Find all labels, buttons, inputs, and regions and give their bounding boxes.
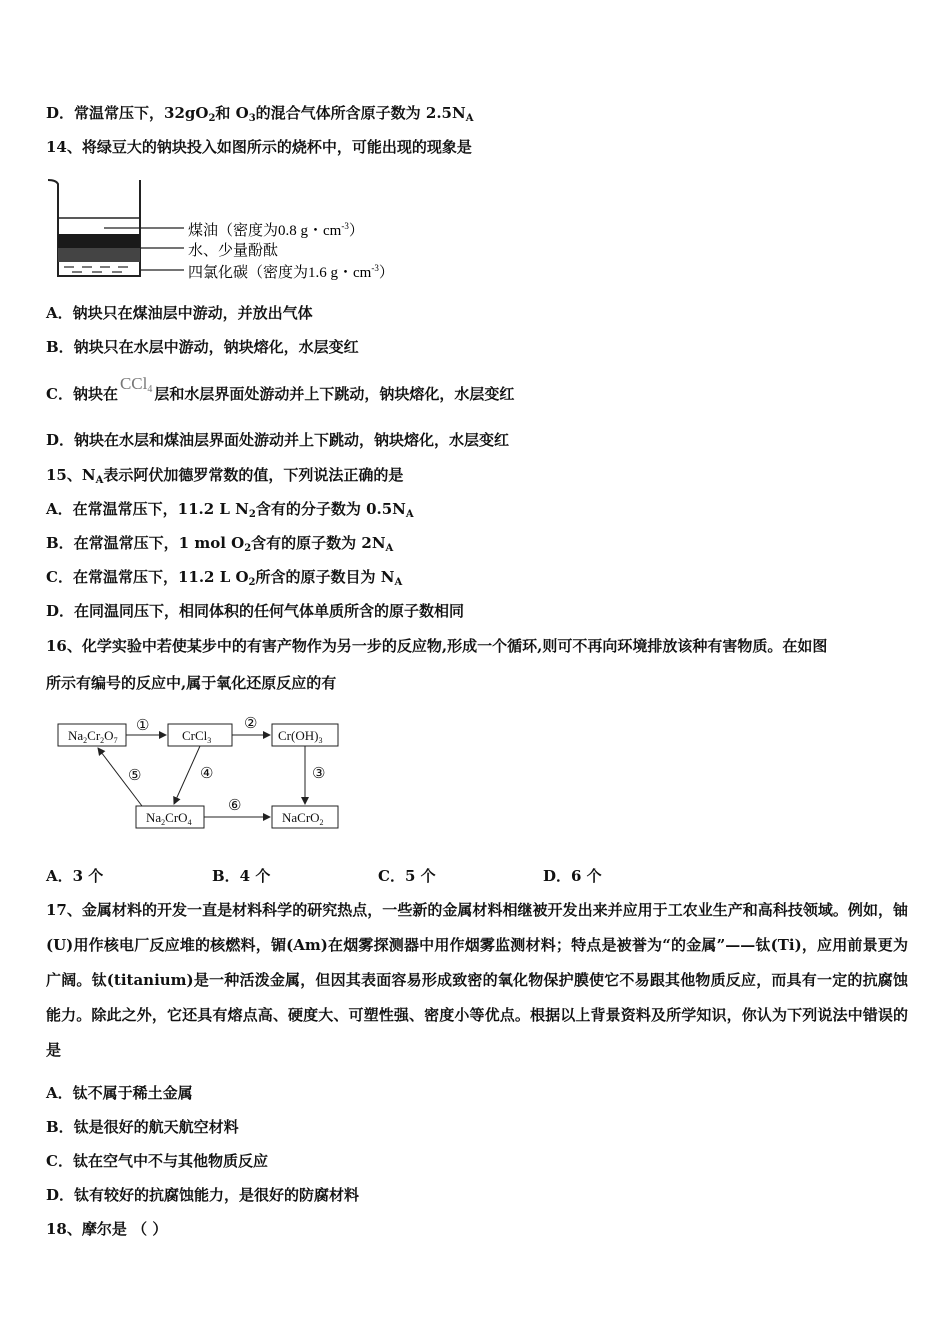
q15-option-a: A．在常温常压下，11.2 L $N_2$含有的分子数为 $0.5N_A$ <box>46 500 414 520</box>
step-6: ⑥ <box>228 798 242 814</box>
svg-text:Na2CrO4: $Na_2CrO_4$ <box>146 810 192 827</box>
label-ccl4: 四氯化碳（密度为1.6 g・$cm^{-3}$） <box>188 263 394 281</box>
q14-option-c: C．钠块在CCl$_4$ 层和水层界面处游动并上下跳动，钠块熔化，水层变红 <box>46 374 515 403</box>
q15-option-d: D．在同温同压下，相同体积的任何气体单质所含的原子数相同 <box>46 602 465 620</box>
q16-option-a: A．3 个 <box>46 867 104 885</box>
q17-option-b: B．钛是很好的航天航空材料 <box>46 1118 239 1136</box>
svg-text:Na2Cr2O7: $Na_2Cr_2O_7$ <box>68 728 118 745</box>
q15-option-c: C．在常温常压下，11.2 L $O_2$所含的原子数目为 $N_A$ <box>46 568 403 588</box>
q16-cycle-diagram <box>50 712 350 836</box>
label-water: 水、少量酚酞 <box>188 243 279 259</box>
step-2: ② <box>244 716 258 732</box>
svg-text:CrCl3: CrCl$_3$ <box>182 728 212 745</box>
step-5: ⑤ <box>128 768 142 784</box>
svg-text:NaCrO2: NaCrO$_2$ <box>282 810 324 827</box>
q16-option-b: B．4 个 <box>212 867 271 885</box>
q18-stem: 18、摩尔是 （ ） <box>46 1220 168 1238</box>
q16-option-d: D．6 个 <box>543 867 602 885</box>
q13-option-d: D．常温常压下，$32gO_2$和 $O_3$的混合气体所含原子数为 $2.5N_A$ <box>46 104 474 124</box>
q14-beaker-figure <box>44 172 444 282</box>
step-3: ③ <box>312 766 326 782</box>
q15-option-b: B．在常温常压下，1 mol $O_2$含有的原子数为 $2N_A$ <box>46 534 394 554</box>
q17-option-d: D．钛有较好的抗腐蚀能力，是很好的防腐材料 <box>46 1186 360 1204</box>
q16-option-c: C．5 个 <box>378 867 436 885</box>
ccl4-formula: CCl$_4$ <box>119 374 153 395</box>
svg-text:Cr(OH)3: $Cr(OH)_3$ <box>278 728 323 745</box>
q14-option-b: B．钠块只在水层中游动，钠块熔化，水层变红 <box>46 338 359 356</box>
q15-stem: 15、$N_A$表示阿伏加德罗常数的值，下列说法正确的是 <box>46 466 404 486</box>
q14-stem: 14、将绿豆大的钠块投入如图所示的烧杯中，可能出现的现象是 <box>46 138 472 156</box>
step-1: ① <box>136 718 150 734</box>
label-kerosene: 煤油（密度为0.8 g・$cm^{-3}$） <box>188 221 364 239</box>
q14-option-d: D．钠块在水层和煤油层界面处游动并上下跳动，钠块熔化，水层变红 <box>46 431 510 449</box>
q14-option-a: A．钠块只在煤油层中游动，并放出气体 <box>46 304 313 322</box>
q16-stem-line2: 所示有编号的反应中,属于氧化还原反应的有 <box>46 674 337 692</box>
q16-stem-line1: 16、化学实验中若使某步中的有害产物作为另一步的反应物,形成一个循环,则可不再向环境排放该种有害物质。在如图 <box>46 637 828 655</box>
q17-stem: 17、金属材料的开发一直是材料科学的研究热点，一些新的金属材料相继被开发出来并应用于工农业生产和高科技领域。例如，铀(U)用作核电厂反应堆的核燃料，镅(Am)在烟雾探测器中用作烟雾监测材料；特点是被誉为“的金属”——钛(Ti)，应用前景更为广阔。钛(titanium)是一种活泼金属，但因其表面容易形成致密的氧化物保护膜使它不易跟其他物质反应，而具有一定的抗腐蚀能力。除此之外，它还具有熔点高、硬度大、可塑性强、密度小等优点。根据以上背景资料及所学知识，你认为下列说法中错误的是 <box>46 901 908 1059</box>
q17-option-a: A．钛不属于稀土金属 <box>46 1084 193 1102</box>
step-4: ④ <box>200 766 214 782</box>
q17-option-c: C．钛在空气中不与其他物质反应 <box>46 1152 268 1170</box>
